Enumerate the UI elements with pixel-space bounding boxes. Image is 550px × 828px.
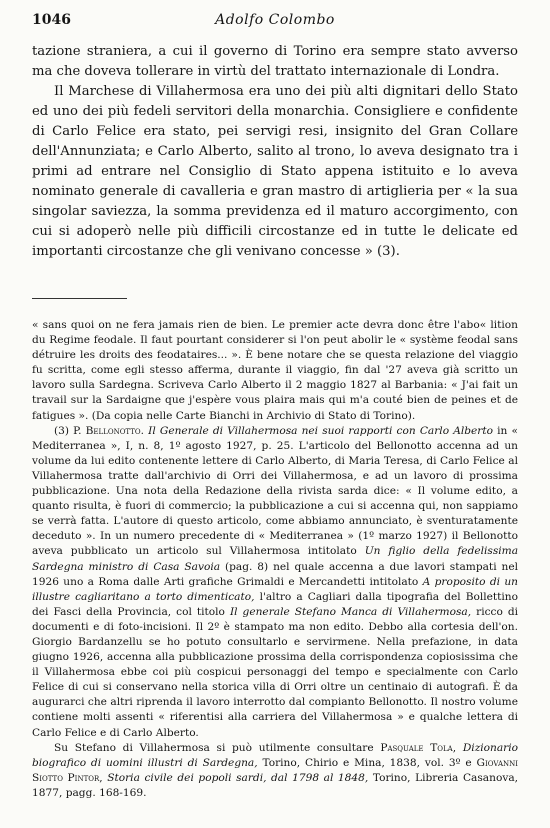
footnote-3 bbox=[32, 424, 518, 741]
footnote-text: l'altro a Cagliari dalla tipografia del Bollettino dei Fasci della Provincia, col titolo bbox=[32, 590, 519, 618]
footnote-text: Torino, Chirio e Mina, 1838, vol. 3º e bbox=[262, 756, 472, 769]
cited-title: Storia civile dei popoli sardi, dal 1798 al 1848, bbox=[107, 771, 369, 784]
page-number: 1046 bbox=[32, 12, 71, 28]
footnote-text: Su Stefano di Villahermosa si può utilmente consultare bbox=[54, 741, 374, 754]
footnote-author: Pasquale Tola, bbox=[380, 741, 457, 754]
cited-title: Il generale Stefano Manca di Villahermosa, bbox=[229, 605, 472, 618]
footnote-author: P. Bellonotto. bbox=[73, 424, 145, 437]
footnote-text: Torino, Libreria Casanova, 1877, pagg. 168-169. bbox=[32, 771, 518, 799]
footnote-rule bbox=[32, 298, 127, 299]
footnote-references bbox=[32, 741, 518, 801]
footnote-text: in « Mediterranea », I, n. 8, 1º agosto 1927, p. 25. L'articolo del Bellonotto accenna ad un volume da lui edito contenente lettere di Carlo Alberto, di Maria Teresa, di Carlo Felice al Villahermosa tratte dall'archivio di Orri dei Villahermosa, e ad un lavoro di prossima pubblicazione. Una nota della Redazione della rivista sarda dice: « Il volume edito, a quanto risulta, è fuori di commercio; la pubblicazione a cui si accenna qui, non sappiamo se verrà fatta. L'autore di questo articolo, come abbiamo annunciato, è sventuratamente deceduto ». In un numero precedente di « Mediterranea » (1º marzo 1927) il Bellonotto aveva pubblicato un articolo sul Villahermosa intitolato bbox=[32, 424, 518, 558]
cited-title: A proposito di un illustre cagliaritano a torto dimenticato, bbox=[32, 575, 518, 603]
cited-title: Dizionario biografico di uomini illustri di Sardegna, bbox=[32, 741, 519, 769]
footnote-continued: « sans quoi on ne fera jamais rien de bien. Le premier acte devra donc être l'abo« lition du Regime feodale. Il faut pourtant considerer si l'on peut abolir le « système feodal sans détruire les droits des feodataires... ». È bene notare che se questa relazione del viaggio fu scritta, come egli stesso afferma, durante il viaggio, fin dal '27 aveva già scritto un lavoro sulla Sardegna. Scriveva Carlo Alberto il 2 maggio 1827 al Barbania: « J'ai fait un travail sur la Sardaigne que j'espère vous plaira mais qui m'a couté bien de peines et de fatigues ». (Da copia nelle Carte Bianchi in Archivio di Stato di Torino). bbox=[32, 319, 518, 422]
paragraph-continued: tazione straniera, a cui il governo di Torino era sempre stato avverso ma che doveva tollerare in virtù del trattato internazionale di Londra. bbox=[32, 44, 518, 79]
running-head: Adolfo Colombo bbox=[215, 12, 335, 28]
cited-title: Un figlio della fedelissima Sardegna ministro di Casa Savoia bbox=[32, 545, 519, 573]
cited-title: Il Generale di Villahermosa nei suoi rapporti con Carlo Alberto bbox=[148, 424, 493, 437]
footnote-text: ricco di documenti e di foto-incisioni. Il 2º è stampato ma non edito. Debbo alla cortesia dell'on. Giorgio Bardanzellu se ho potuto consultarlo e servirmene. Nella prefazione, in data giugno 1926, accenna alla pubblicazione prossima della corrispondenza copiosissima che il Villahermosa ebbe coi più cospicui personaggi del tempo e specialmente con Carlo Felice di cui si conservano nella storica villa di Orri oltre un centinaio di autografi. È da augurarci che altri riprenda il lavoro interrotto dal compianto Bellonotto. Il nostro volume contiene molti assenti « riferentisi alla carriera del Villahermosa » e qualche lettera di Carlo Felice e di Carlo Alberto. bbox=[32, 605, 519, 739]
footnote-text: (pag. 8) nel quale accenna a due lavori stampati nel 1926 uno a Roma dalle Arti grafiche Grimaldi e Mercandetti intitolato bbox=[32, 560, 518, 588]
paragraph-villahermosa: Il Marchese di Villahermosa era uno dei più alti dignitari dello Stato ed uno dei più fedeli servitori della monarchia. Consigliere e confidente di Carlo Felice era stato, pei servigi resi, insignito del Gran Collare dell'Annunziata; e Carlo Alberto, salito al trono, lo aveva designato tra i primi ad entrare nel Consiglio di Stato appena istituito e lo aveva nominato generale di cavalleria e gran mastro di artiglieria per « la sua singolar saviezza, la somma previdenza ed il maturo accorgimento, con cui si adoperò nelle più difficili circostanze ed in tutte le delicate ed importanti circostanze che gli venivano concesse » (3). bbox=[32, 84, 518, 259]
footnote-author: Giovanni Siotto Pintor, bbox=[32, 756, 519, 784]
main-text bbox=[32, 42, 518, 262]
footnotes bbox=[32, 318, 518, 801]
page-header bbox=[30, 12, 520, 34]
footnote-number: (3) bbox=[54, 424, 70, 437]
